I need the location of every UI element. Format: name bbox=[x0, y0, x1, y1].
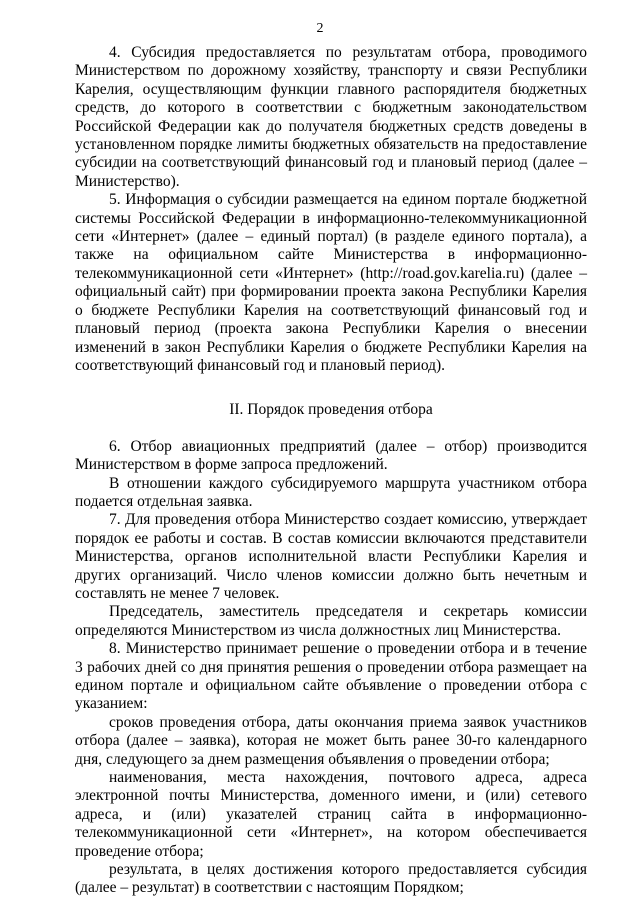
paragraph-8: 8. Министерство принимает решение о проведении отбора и в течение 3 рабочих дней со дня принятия решения о проведении отбора размещает на едином портале и официальном сайте объявление о проведении отбора с указанием: bbox=[75, 640, 587, 713]
paragraph-5: 5. Информация о субсидии размещается на едином портале бюджетной системы Российской Федерации в информационно-телекоммуникационной сети «Интернет» (далее – единый портал) (в разделе единого портала), а также на официальном сайте Министерства в информационно-телекоммуникационной сети «Интернет» (http://road.gov.karelia.ru) (далее – официальный сайт) при формировании проекта закона Республики Карелия о бюджете Республики Карелия на соответствующий финансовый год и плановый период (проекта закона Республики Карелия о внесении изменений в закон Республики Карелия о бюджете Республики Карелия на соответствующий финансовый год и плановый период). bbox=[75, 191, 587, 374]
paragraph-6-application: В отношении каждого субсидируемого маршрута участником отбора подается отдельная заявка. bbox=[75, 474, 587, 510]
page-number: 2 bbox=[316, 21, 324, 36]
paragraph-8-result: результата, в целях достижения которого предоставляется субсидия (далее – результат) в соответствии с настоящим Порядком; bbox=[75, 861, 587, 897]
paragraph-8-contacts: наименования, места нахождения, почтового адреса, адреса электронной почты Министерства, доменного имени, и (или) сетевого адреса, и (или) указателей страниц сайта в информационно-телекоммуникационной сети «Интернет», на котором обеспечивается проведение отбора; bbox=[75, 769, 587, 860]
paragraph-8-deadlines: сроков проведения отбора, даты окончания приема заявок участников отбора (далее – заявка), которая не может быть ранее 30-го календарного дня, следующего за днем размещения объявления о проведении отбора; bbox=[75, 713, 587, 768]
paragraph-7-chair: Председатель, заместитель председателя и секретарь комиссии определяются Министерством из числа должностных лиц Министерства. bbox=[75, 603, 587, 639]
paragraph-7: 7. Для проведения отбора Министерство создает комиссию, утверждает порядок ее работы и состав. В состав комиссии включаются представители Министерства, органов исполнительной власти Республики Карелия и других организаций. Число членов комиссии должно быть нечетным и составлять не менее 7 человек. bbox=[75, 511, 587, 602]
document-body bbox=[75, 44, 587, 898]
paragraph-4: 4. Субсидия предоставляется по результатам отбора, проводимого Министерством по дорожному хозяйству, транспорту и связи Республики Карелия, осуществляющим функции главного распорядителя бюджетных средств, до которого в соответствии с бюджетным законодательством Российской Федерации как до получателя бюджетных средств доведены в установленном порядке лимиты бюджетных обязательств на предоставление субсидии на соответствующий финансовый год и плановый период (далее – Министерство). bbox=[75, 44, 587, 190]
section-title: II. Порядок проведения отбора bbox=[229, 401, 433, 419]
paragraph-6: 6. Отбор авиационных предприятий (далее – отбор) производится Министерством в форме запроса предложений. bbox=[75, 437, 587, 474]
